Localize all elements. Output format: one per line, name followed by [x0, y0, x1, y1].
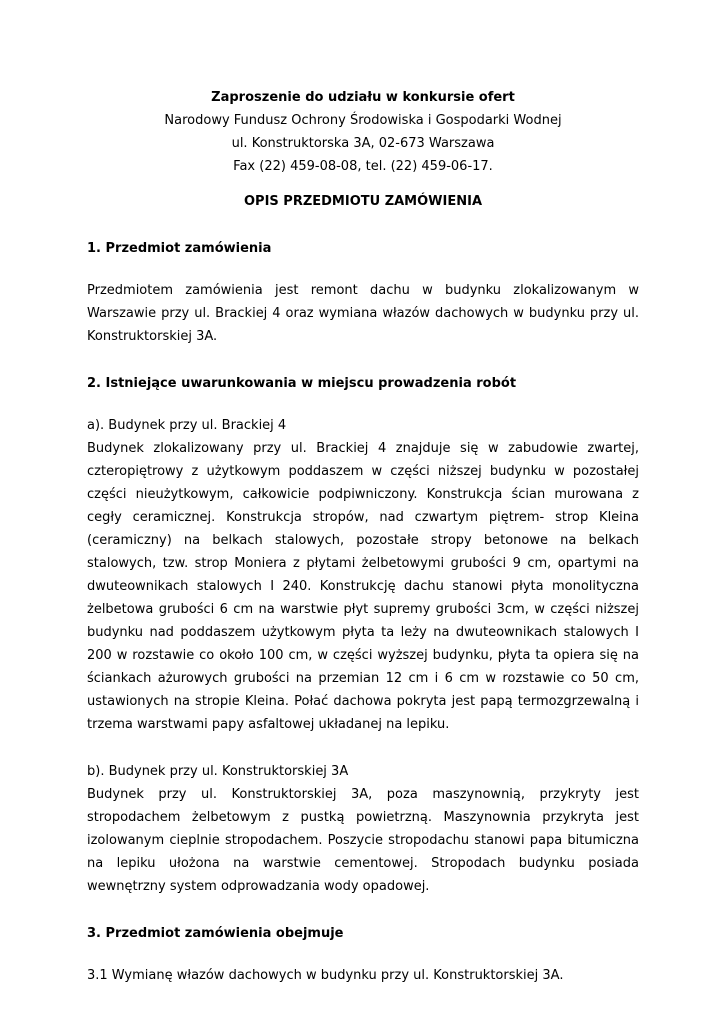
invitation-title: Zaproszenie do udziału w konkursie ofert [211, 90, 515, 105]
section-1-heading: 1. Przedmiot zamówienia [87, 241, 272, 256]
section-2a-title: a). Budynek przy ul. Brackiej 4 [87, 418, 287, 433]
document-page [87, 86, 639, 987]
organization-address: ul. Konstruktorska 3A, 02-673 Warszawa [231, 136, 495, 151]
section-2a-body: Budynek zlokalizowany przy ul. Brackiej 4 znajduje się w zabudowie zwartej, czteropiętrowy z użytkowym poddaszem w części niższej budynku w pozostałej części nieużytkowym, całkowicie podpiwniczony. Konstrukcja ścian murowana z cegły ceramicznej. Konstrukcja stropów, nad czwartym piętrem- strop Kleina (ceramiczny) na belkach stalowych, pozostałe stropy betonowe na belkach stalowych, tzw. strop Moniera z płytami żelbetowymi grubości 9 cm, opartymi na dwuteownikach stalowych I 240. Konstrukcję dachu stanowi płyta monolityczna żelbetowa grubości 6 cm na warstwie płyt supremy grubości 3cm, w części niższej budynku nad poddaszem użytkowym płyta ta leży na dwuteownikach stalowych I 200 w rozstawie co około 100 cm, w części wyższej budynku, płyta ta opiera się na ściankach ażurowych grubości na przemian 12 cm i 6 cm w rozstawie co 50 cm, ustawionych na stropie Kleina. Połać dachowa pokryta jest papą termozgrzewalną i trzema warstwami papy asfaltowej układanej na lepiku. [87, 441, 639, 732]
organization-name: Narodowy Fundusz Ochrony Środowiska i Gospodarki Wodnej [164, 113, 562, 128]
section-3-heading: 3. Przedmiot zamówienia obejmuje [87, 926, 344, 941]
organization-contact: Fax (22) 459-08-08, tel. (22) 459-06-17. [233, 159, 493, 174]
section-3-item-1: 3.1 Wymianę włazów dachowych w budynku przy ul. Konstruktorskiej 3A. [87, 968, 564, 983]
section-2b-title: b). Budynek przy ul. Konstruktorskiej 3A [87, 764, 349, 779]
letter-header [87, 86, 639, 178]
section-2-heading: 2. Istniejące uwarunkowania w miejscu prowadzenia robót [87, 376, 517, 391]
section-1-body: Przedmiotem zamówienia jest remont dachu w budynku zlokalizowanym w Warszawie przy ul. Brackiej 4 oraz wymiana włazów dachowych w budynku przy ul. Konstruktorskiej 3A. [87, 283, 639, 344]
document-title: OPIS PRZEDMIOTU ZAMÓWIENIA [243, 194, 483, 209]
section-2b-body: Budynek przy ul. Konstruktorskiej 3A, poza maszynownią, przykryty jest stropodachem żelbetowym z pustką powietrzną. Maszynownia przykryta jest izolowanym cieplnie stropodachem. Poszycie stropodachu stanowi papa bitumiczna na lepiku ułożona na warstwie cementowej. Stropodach budynku posiada wewnętrzny system odprowadzania wody opadowej. [87, 787, 639, 894]
